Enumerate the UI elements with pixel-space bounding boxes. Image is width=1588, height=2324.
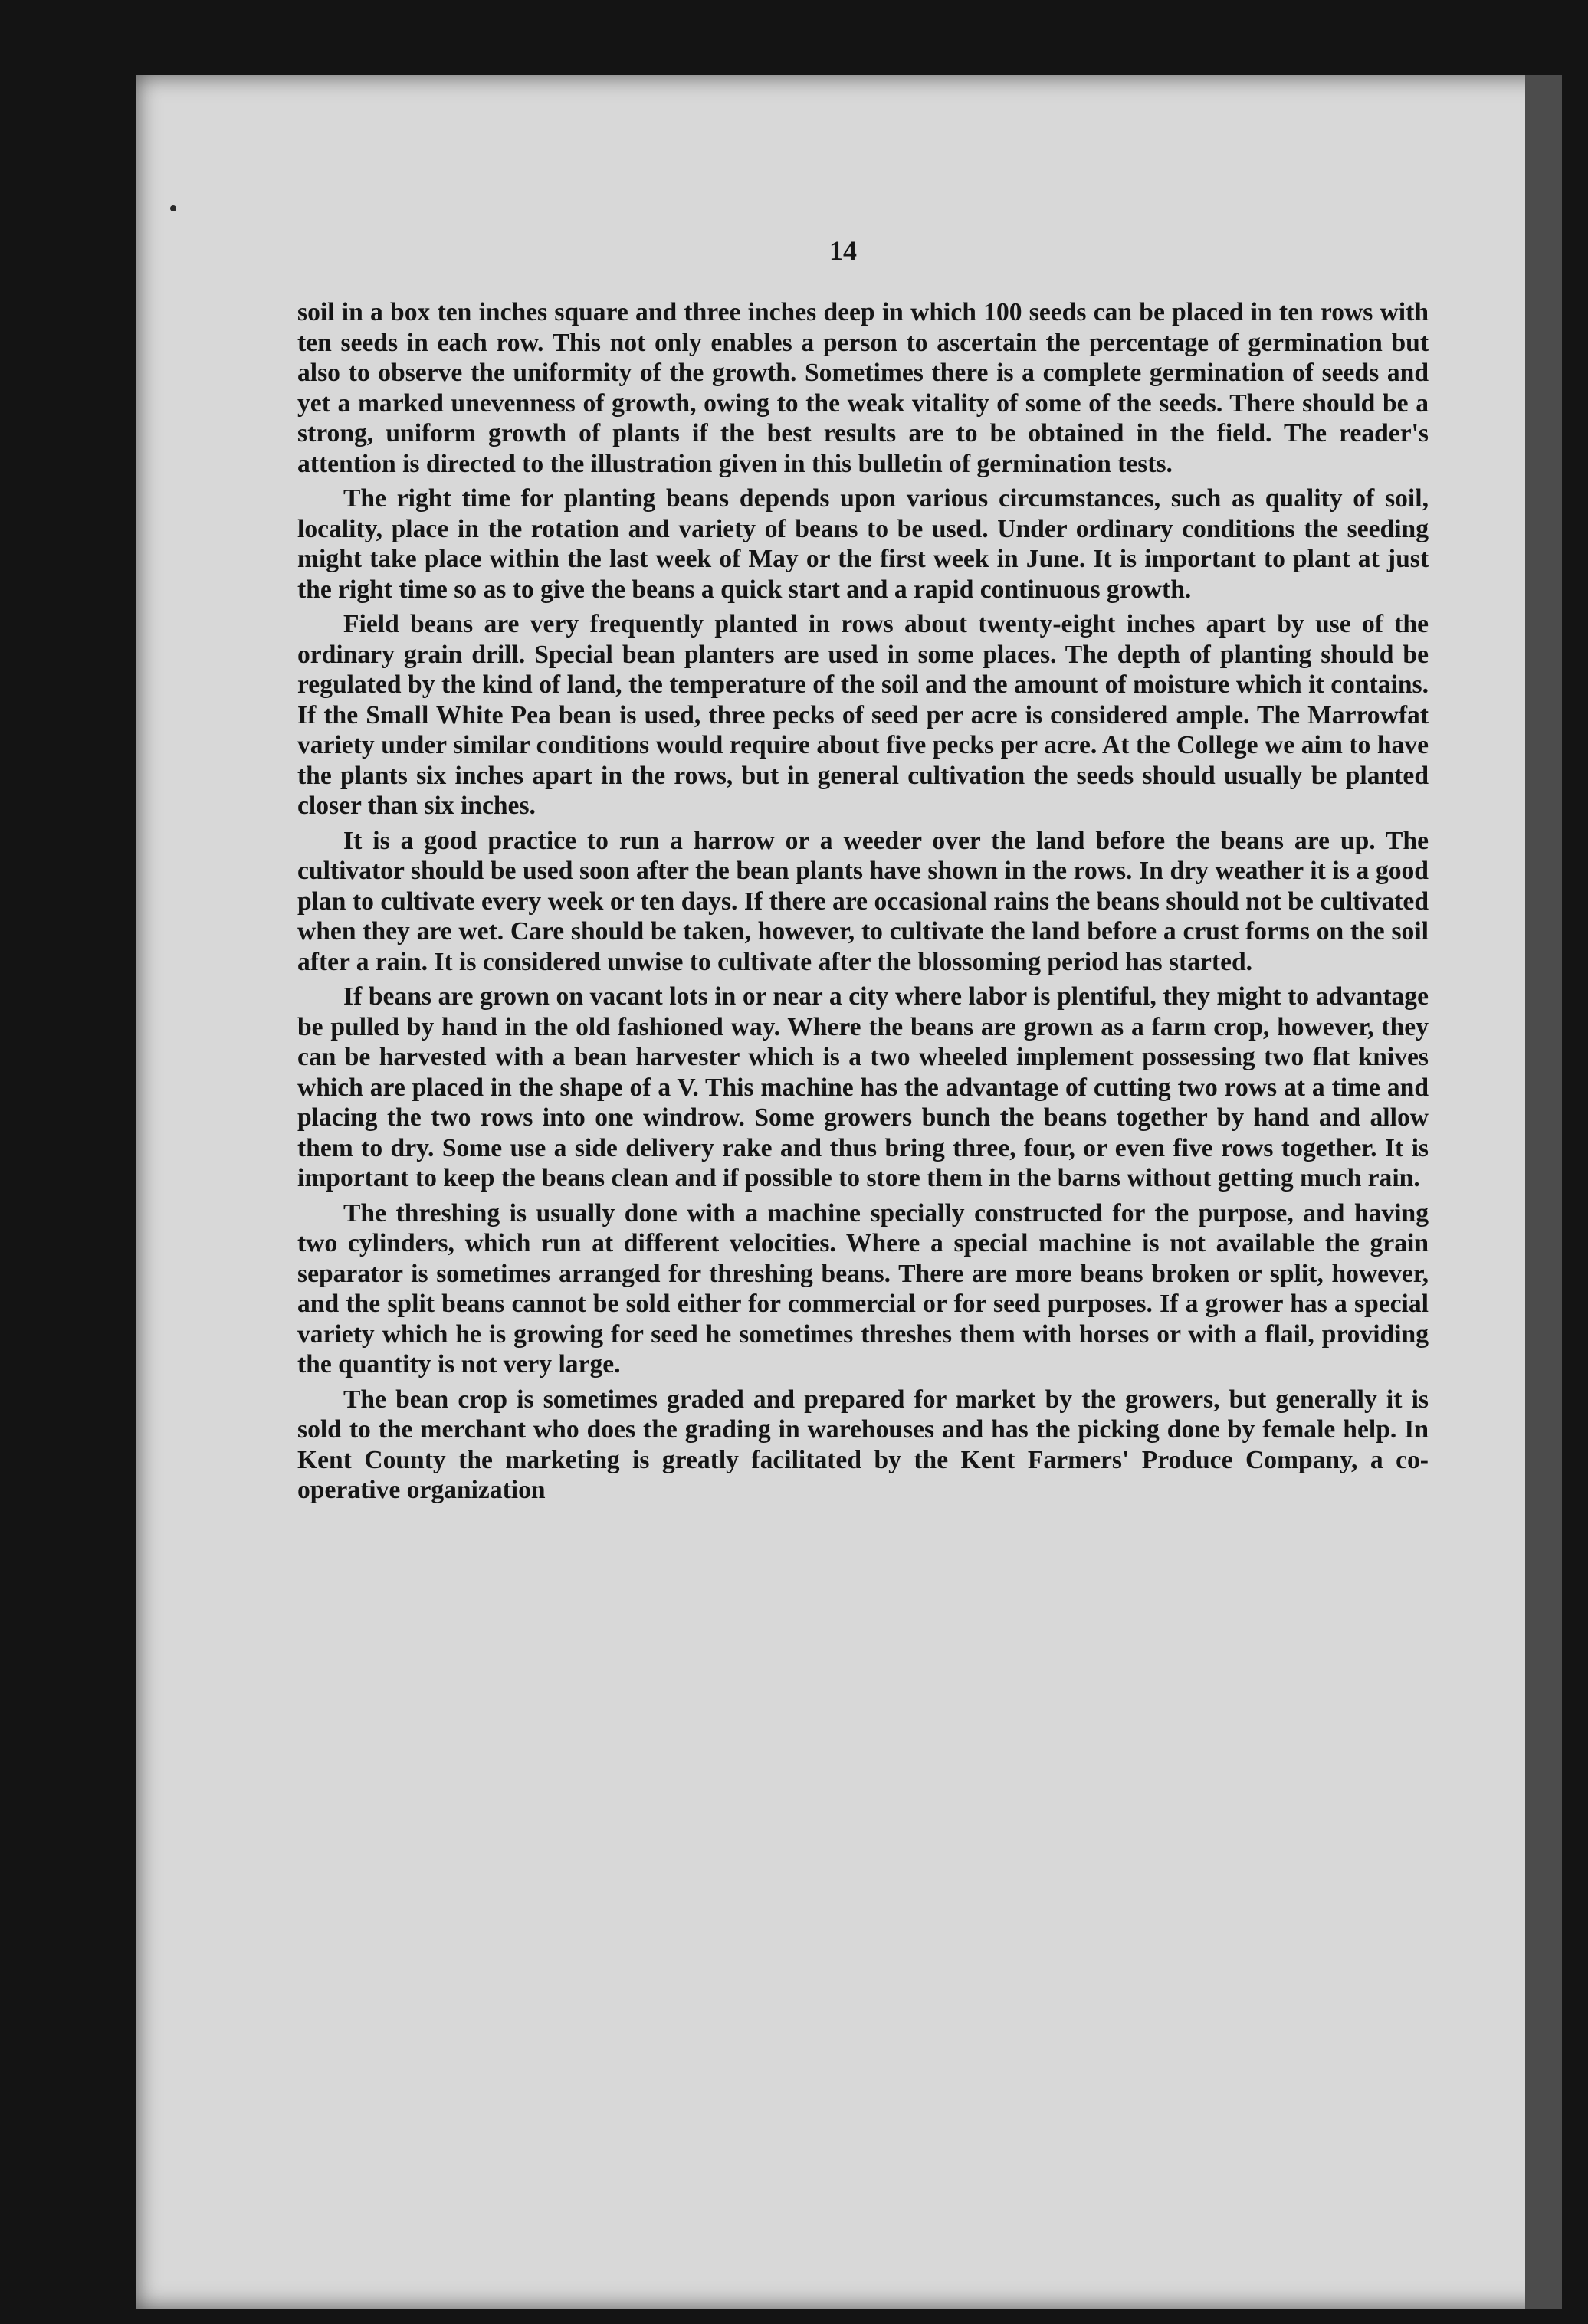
paragraph-marketing: The bean crop is sometimes graded and prepared for market by the growers, but generally it is sold to the merchant who does the grading in warehouses and has the picking done by female help. In Kent County the marketing is greatly facilitated by the Kent Farmers' Produce Company, a co-operative organization	[297, 1385, 1429, 1504]
paragraph-germination-test: soil in a box ten inches square and three inches deep in which 100 seeds can be placed in ten rows with ten seeds in each row. This not only enables a person to ascertain the percentage of germination but also to observe the uniformity of the growth. Sometimes there is a complete germination of seeds and yet a marked unevenness of growth, owing to the weak vitality of some of the seeds. There should be a strong, uniform growth of plants if the best results are to be obtained in the field. The reader's attention is directed to the illustration given in this bulletin of germination tests.	[297, 298, 1429, 478]
margin-dot-mark	[170, 205, 176, 211]
paragraph-cultivation: It is a good practice to run a harrow or a weeder over the land before the beans are up. The cultivator should be used soon after the bean plants have shown in the rows. In dry weather it is a good plan to cultivate every week or ten days. If there are occasional rains the beans should not be cultivated when they are wet. Care should be taken, however, to cultivate the land before a crust forms on the soil after a rain. It is considered unwise to cultivate after the blossoming period has started.	[297, 826, 1429, 976]
paragraph-planting-time: The right time for planting beans depends upon various circumstances, such as quality of soil, locality, place in the rotation and variety of beans to be used. Under ordinary conditions the seeding might take place within the last week of May or the first week in June. It is important to plant at just the right time so as to give the beans a quick start and a rapid continuous growth.	[297, 484, 1429, 604]
body-text	[297, 297, 1429, 1510]
paragraph-planting-method: Field beans are very frequently planted in rows about twenty-eight inches apart by use of the ordinary grain drill. Special bean planters are used in some places. The depth of planting should be regulated by the kind of land, the temperature of the soil and the amount of moisture which it contains. If the Small White Pea bean is used, three pecks of seed per acre is considered ample. The Marrowfat variety under similar conditions would require about five pecks per acre. At the College we aim to have the plants six inches apart in the rows, but in general cultivation the seeds should usually be planted closer than six inches.	[297, 610, 1429, 820]
page-edge-shadow	[1525, 75, 1562, 2309]
page-number: 14	[829, 235, 857, 266]
paragraph-threshing: The threshing is usually done with a machine specially constructed for the purpose, and having two cylinders, which run at different velocities. Where a special machine is not available the grain separator is sometimes arranged for threshing beans. There are more beans broken or split, however, and the split beans cannot be sold either for commercial or for seed purposes. If a grower has a special variety which he is growing for seed he sometimes threshes them with horses or with a flail, providing the quantity is not very large.	[297, 1198, 1429, 1378]
paragraph-harvesting: If beans are grown on vacant lots in or near a city where labor is plentiful, they might to advantage be pulled by hand in the old fashioned way. Where the beans are grown as a farm crop, however, they can be harvested with a bean harvester which is a two wheeled implement possessing two flat knives which are placed in the shape of a V. This machine has the advantage of cutting two rows at a time and placing the two rows into one windrow. Some growers bunch the beans together by hand and allow them to dry. Some use a side delivery rake and thus bring three, four, or even five rows together. It is important to keep the beans clean and if possible to store them in the barns without getting much rain.	[297, 982, 1429, 1192]
